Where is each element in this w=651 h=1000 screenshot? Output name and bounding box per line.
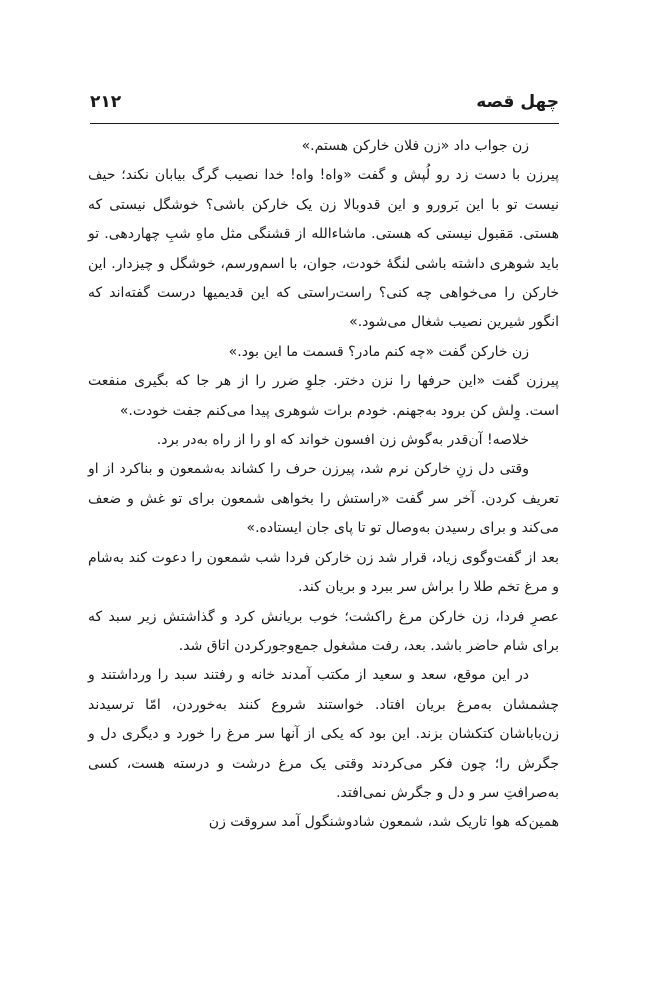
paragraph: عصرِ فردا، زن خارکن مرغ راکشت؛ خوب بریانش کرد و گذاشتش زیر سبد که برای شام حاضر باشد. بعد، رفت مشغول جمع‌وجورکردن اتاق شد. [88,608,559,654]
paragraph: زن جواب داد «زن فلان خارکن هستم.» [301,138,529,154]
page-number: ۲۱۲ [90,92,122,112]
page-header [90,92,559,120]
paragraph: همین‌که هوا تاریک شد، شمعون شادوشنگول آمد سروقت زن [208,814,559,831]
book-title: چهل قصه [476,92,559,112]
body-text [88,132,559,838]
paragraph: خلاصه! آن‌قدر به‌گوش زن افسون خواند که او را از راه به‌در برد. [156,432,529,449]
paragraph: پیرزن گفت «این حرفها را نزن دختر. جلوِ ضرر را از هر جا که بگیری منفعت است. وِلش کن برود به‌جهنم. خودم برات شوهری پیدا می‌کنم جفت خودت.» [88,373,559,419]
header-rule [90,123,559,124]
paragraph: بعد از گفت‌وگوی زیاد، قرار شد زن خارکن فردا شب شمعون را دعوت کند به‌شام و مرغ تخم طلا را براش سر ببرد و بریان کند. [88,549,559,596]
paragraph: پیرزن با دست زد رو لُپش و گفت «واه! واه! خدا نصیب گرگ بیابان نکند؛ حیف نیست تو با این بَرورو و این قدوبالا زن یک خارکن باشی؟ خوشگل نیستی که هستی. مَقبول نیستی که هستی. ماشاءالله از قشنگی مثل ماهِ شبِ چهاردهی. تو باید شوهری داشته باشی لنگهٔ خودت، جوان، با اسم‌ورسم، خوشگل و چیزدار. این خارکن را می‌خواهی چه کنی؟ راست‌راستی که این قدیمیها درست گفته‌اند که انگور شیرین نصیب شغال می‌شود.» [88,167,559,331]
paragraph: در این موقع، سعد و سعید از مکتب آمدند خانه و رفتند سبد را ورداشتند و چشمشان به‌مرغ بریان افتاد. خواستند شروع کنند به‌خوردن، امّا ترسیدند زن‌باباشان کتکشان بزند. این بود که یکی از آنها سر مرغ را خورد و دیگری دل و جگرش را؛ چون فکر می‌کردند وقتی یک مرغ درشت و درسته هست، کسی به‌صرافتِ سر و دل و جگرش نمی‌افتد. [88,667,559,801]
paragraph: وقتی دل زنِ خارکن نرم شد، پیرزن حرف را کشاند به‌شمعون و بناکرد از او تعریف کردن. آخر سر گفت «راستش را بخواهی شمعون برای تو غش و ضعف می‌کند و برای رسیدن به‌وصال تو تا پای جان ایستاده.» [88,461,559,537]
paragraph: زن خارکن گفت «چه کنم مادر؟ قسمت ما این بود.» [228,343,529,360]
